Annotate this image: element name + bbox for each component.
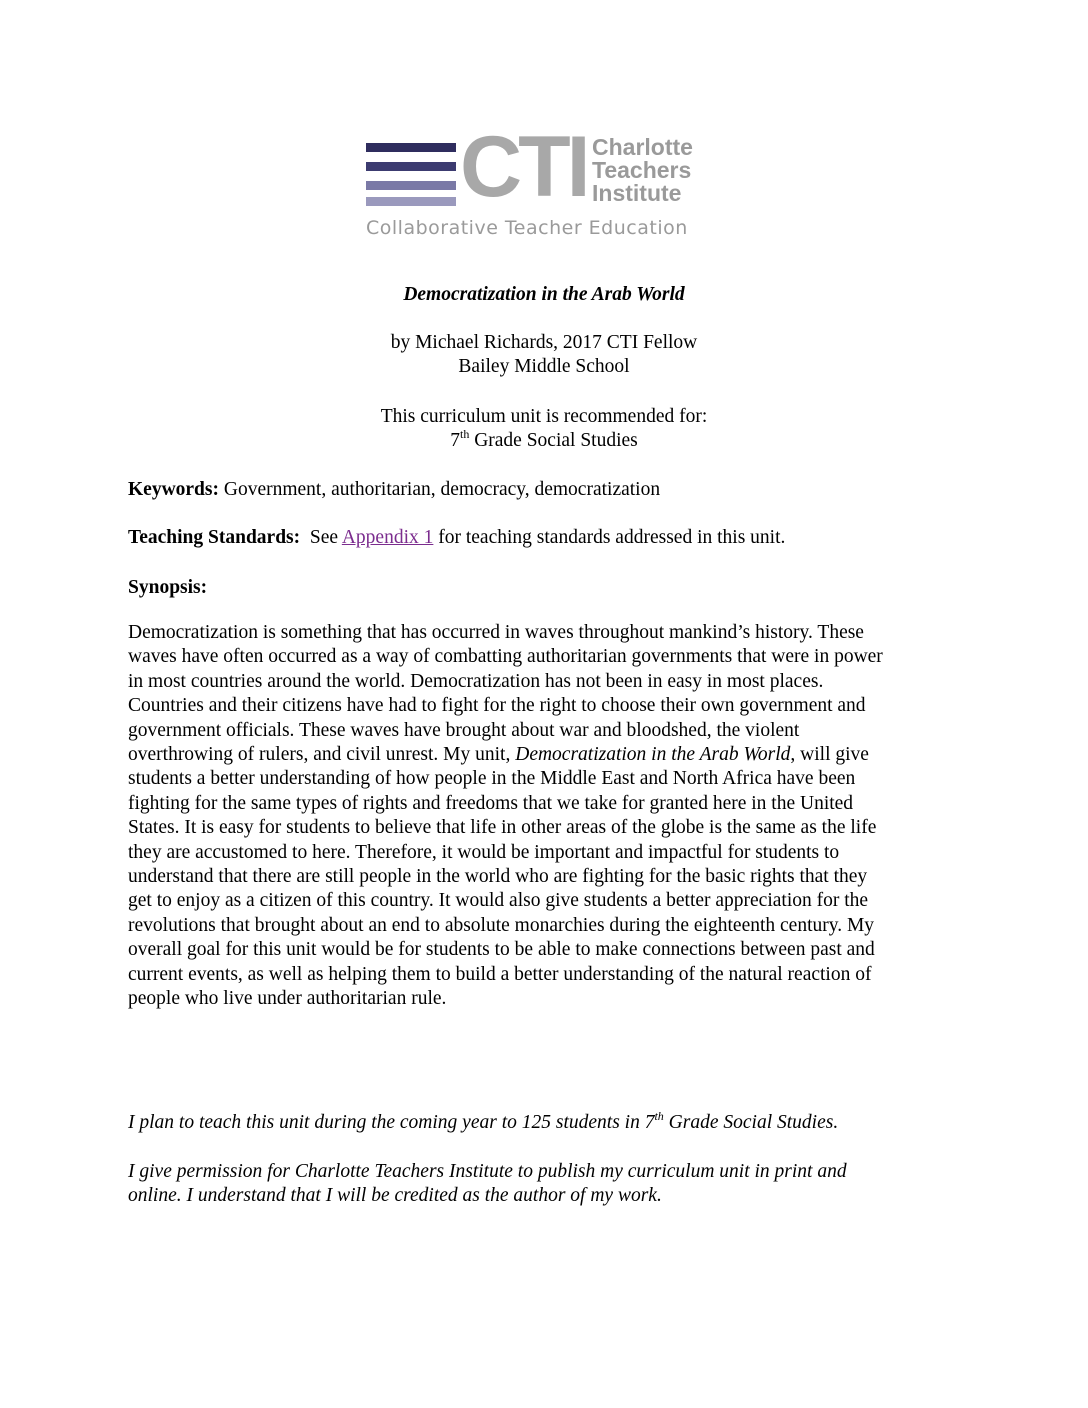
teaching-standards-pre: See bbox=[300, 527, 342, 548]
plan-grade-suffix: th bbox=[654, 1108, 664, 1123]
synopsis-line: waves have often occurred as a way of combatting authoritarian governments that were in power bbox=[128, 646, 883, 668]
synopsis-line: current events, as well as helping them to build a better understanding of the natural reaction of bbox=[128, 963, 872, 985]
synopsis-line: States. It is easy for students to believe that life in other areas of the globe is the same as the life bbox=[128, 817, 877, 839]
grade-subject: Grade Social Studies bbox=[469, 430, 638, 451]
grade-number: 7 bbox=[450, 430, 460, 451]
keywords-text: Government, authoritarian, democracy, democratization bbox=[219, 479, 661, 500]
keywords-label: Keywords: bbox=[128, 479, 219, 500]
teaching-standards-line bbox=[128, 526, 958, 550]
unit-title-italic: Democratization in the Arab World bbox=[515, 744, 791, 766]
plan-text: Grade Social Studies. bbox=[663, 1112, 839, 1133]
synopsis-text: overthrowing of rulers, and civil unrest. My unit, bbox=[128, 744, 516, 766]
plan-text: I plan to teach this unit during the coming year to 125 students in 7 bbox=[128, 1112, 655, 1133]
logo-name bbox=[592, 136, 693, 205]
synopsis-line: fighting for the same types of rights and freedoms that we take for granted here in the United bbox=[128, 792, 854, 814]
logo-name-line: Teachers bbox=[592, 157, 692, 183]
logo-tagline: Collaborative Teacher Education bbox=[366, 217, 688, 239]
grade-suffix: th bbox=[459, 426, 470, 441]
synopsis-line: government officials. These waves have brought about war and bloodshed, the violent bbox=[128, 719, 800, 741]
synopsis-line: they are accustomed to here. Therefore, it would be important and impactful for students to bbox=[128, 841, 840, 863]
permission-line: I give permission for Charlotte Teachers Institute to publish my curriculum unit in print and bbox=[128, 1161, 847, 1182]
synopsis-line: Countries and their citizens have had to fight for the right to choose their own government and bbox=[128, 695, 866, 717]
byline bbox=[0, 331, 1088, 379]
synopsis-line: in most countries around the world. Democratization has not been in easy in most places. bbox=[128, 670, 824, 692]
synopsis-line: overall goal for this unit would be for students to be able to make connections between past and bbox=[128, 939, 875, 961]
logo-name-line: Institute bbox=[592, 180, 682, 206]
plan-statement bbox=[128, 1108, 958, 1135]
logo-stripe bbox=[366, 181, 456, 190]
synopsis-heading: Synopsis: bbox=[128, 577, 208, 598]
recommendation bbox=[0, 405, 1088, 453]
author-line: by Michael Richards, 2017 CTI Fellow bbox=[390, 332, 698, 353]
school-name: Bailey Middle School bbox=[458, 356, 630, 377]
teaching-standards-label: Teaching Standards: bbox=[128, 527, 301, 548]
synopsis-line: students a better understanding of how people in the Middle East and North Africa have been bbox=[128, 768, 856, 790]
logo-stripe bbox=[366, 143, 456, 152]
logo-stripe bbox=[366, 162, 456, 171]
synopsis-line: Democratization is something that has occurred in waves throughout mankind’s history. These bbox=[128, 622, 864, 643]
keywords-line bbox=[128, 478, 958, 502]
recommendation-grade bbox=[0, 426, 1088, 453]
synopsis-line: revolutions that brought about an end to absolute monarchies during the eighteenth century. My bbox=[128, 914, 875, 936]
cti-logo bbox=[366, 119, 726, 246]
synopsis-line bbox=[128, 743, 958, 767]
document-title: Democratization in the Arab World bbox=[403, 284, 685, 305]
synopsis-paragraph bbox=[128, 621, 958, 1012]
logo-name-line: Charlotte bbox=[592, 134, 693, 160]
teaching-standards-post: for teaching standards addressed in this unit. bbox=[433, 527, 786, 548]
logo-stripe bbox=[366, 197, 456, 206]
synopsis-text: , will give bbox=[790, 744, 869, 766]
recommendation-intro: This curriculum unit is recommended for: bbox=[380, 406, 708, 427]
permission-statement bbox=[128, 1160, 958, 1208]
synopsis-line: people who live under authoritarian rule. bbox=[128, 988, 447, 1010]
logo-acronym: CTI bbox=[460, 119, 587, 215]
synopsis-line: understand that there are still people in the world who are fighting for the basic rights that they bbox=[128, 866, 868, 888]
permission-line: online. I understand that I will be credited as the author of my work. bbox=[128, 1185, 662, 1206]
appendix-link[interactable]: Appendix 1 bbox=[341, 527, 434, 548]
synopsis-line: get to enjoy as a citizen of this country. It would also give students a better appreciation for the bbox=[128, 890, 869, 912]
